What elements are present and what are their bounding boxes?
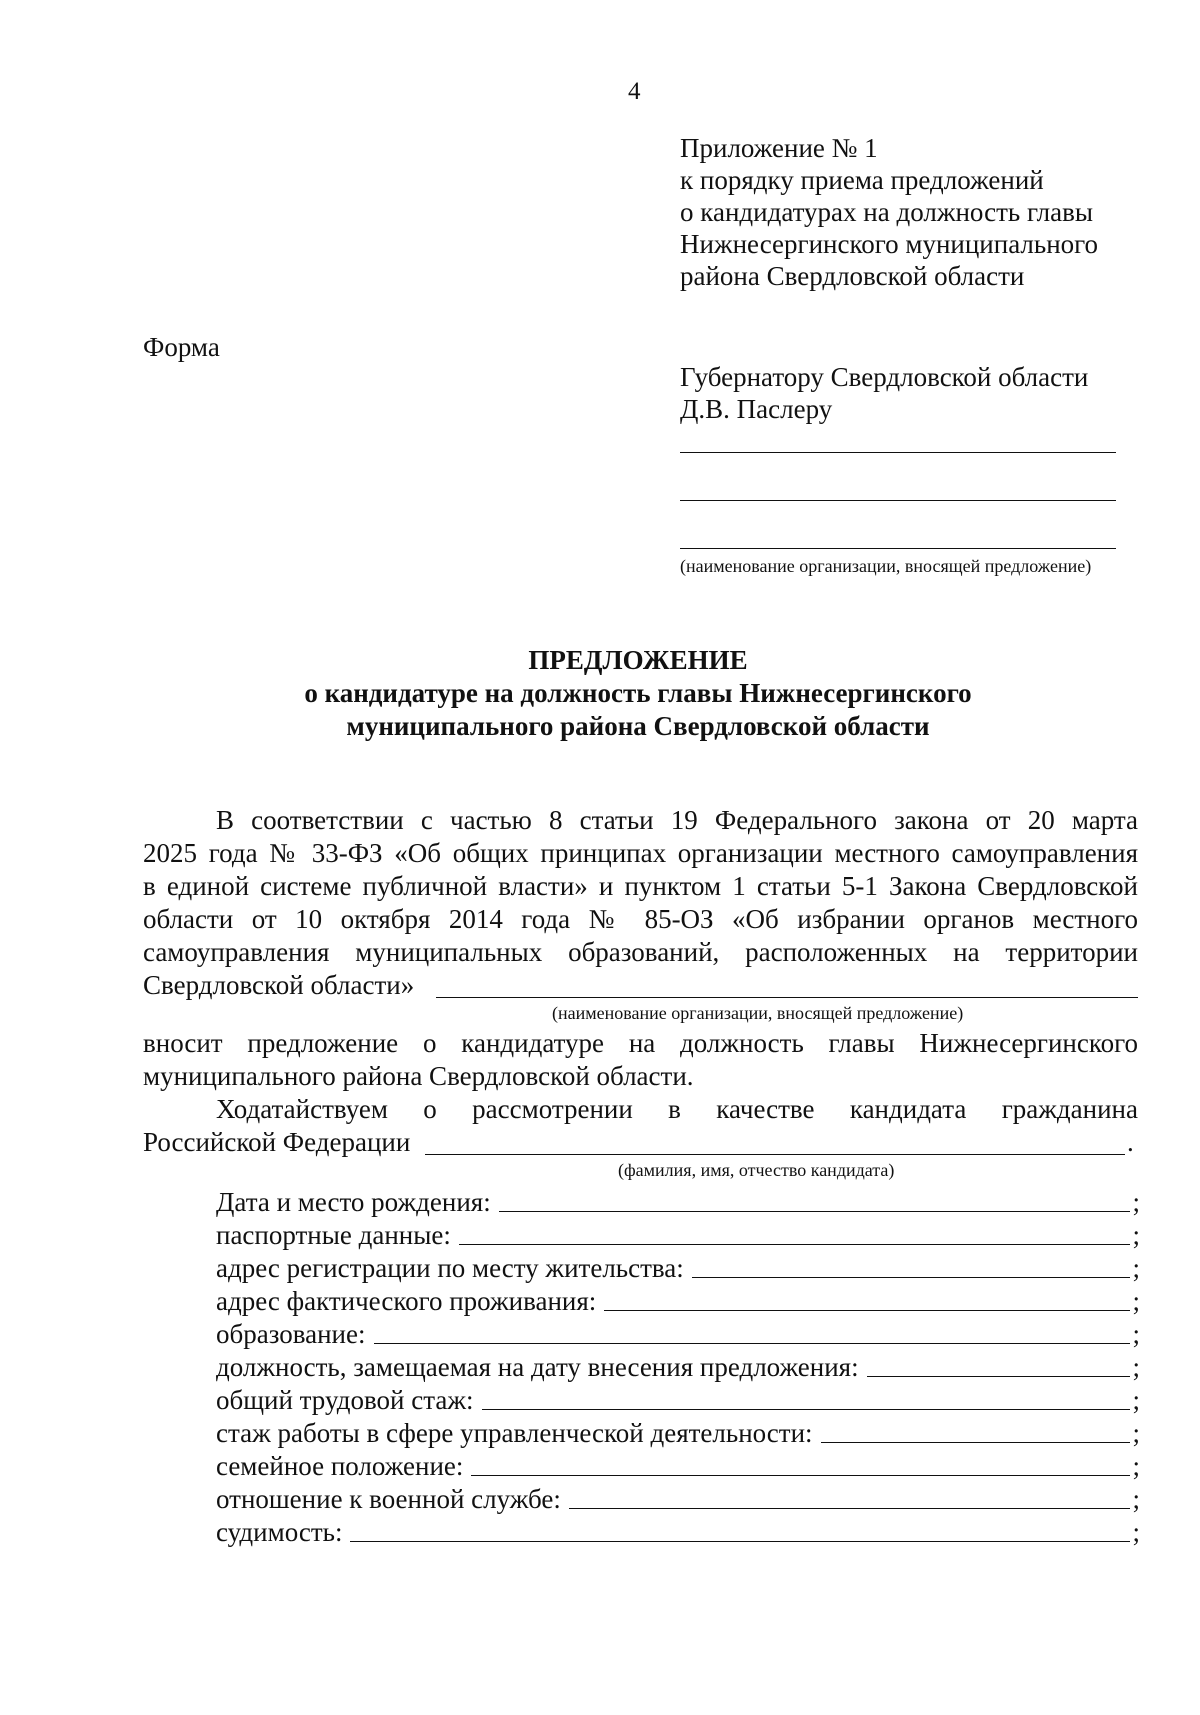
paragraph-line-text: 2025 года № 33-ФЗ «Об общих принципах организации местного самоуправления [143,838,1138,868]
field-label: адрес регистрации по месту жительства: [216,1253,684,1283]
paragraph-line [143,937,1138,968]
field-input-line[interactable] [499,1211,1131,1212]
appendix-line: района Свердловской области [680,261,1025,291]
appendix-header [680,132,1098,292]
petition-word: в [668,1094,681,1124]
document-title: ПРЕДЛОЖЕНИЕ [528,645,748,675]
field-terminator: ; [1132,1517,1140,1547]
candidate-name-caption: (фамилия, имя, отчество кандидата) [618,1160,895,1180]
appendix-line: о кандидатурах на должность главы [680,197,1093,227]
field-terminator: ; [1132,1418,1140,1448]
field-label: адрес фактического проживания: [216,1286,597,1316]
paragraph-line [216,805,1138,836]
field-label: семейное положение: [216,1451,464,1481]
field-terminator: ; [1132,1253,1140,1283]
document-subtitle-line: о кандидатуре на должность главы Нижнесергинского [304,678,972,708]
paragraph-line-text: самоуправления муниципальных образований, расположенных на территории [143,937,1138,967]
field-actual-address [216,1285,1140,1317]
field-label: паспортные данные: [216,1220,451,1250]
field-input-line[interactable] [374,1343,1131,1344]
field-birth [216,1186,1140,1218]
petition-word: кандидата [849,1094,967,1124]
field-terminator: ; [1132,1187,1140,1217]
petition-word: о [423,1094,437,1124]
field-registration-address [216,1252,1140,1284]
paragraph-line [143,838,1138,869]
field-label: образование: [216,1319,366,1349]
petition-line-2: Российской Федерации [143,1127,411,1157]
field-label: должность, замещаемая на дату внесения предложения: [216,1352,859,1382]
org-name-caption: (наименование организации, вносящей предложение) [680,556,1092,576]
field-marital-status [216,1450,1140,1482]
field-terminator: ; [1132,1286,1140,1316]
field-terminator: ; [1132,1451,1140,1481]
field-input-line[interactable] [692,1277,1131,1278]
field-label: Дата и место рождения: [216,1187,491,1217]
appendix-line: Нижнесергинского муниципального [680,229,1099,259]
petition-word: рассмотрении [472,1094,633,1124]
paragraph-line-text: в единой системе публичной власти» и пунктом 1 статьи 5-1 Закона Свердловской [143,871,1138,901]
field-position [216,1351,1140,1383]
field-passport [216,1219,1140,1251]
org-name-line-3[interactable] [680,548,1116,549]
field-education [216,1318,1140,1350]
field-input-line[interactable] [459,1244,1131,1245]
field-management-experience [216,1417,1140,1449]
paragraph-line [143,1028,1138,1059]
addressee-line: Губернатору Свердловской области [680,362,1089,392]
paragraph-line-text: области от 10 октября 2014 года № 85-ОЗ «Об избрании органов местного [143,904,1138,934]
field-terminator: ; [1132,1385,1140,1415]
field-terminator: ; [1132,1220,1140,1250]
field-input-line[interactable] [471,1475,1130,1476]
appendix-line: Приложение № 1 [680,133,878,163]
field-label: судимость: [216,1517,343,1547]
org-name-line-1[interactable] [680,452,1116,453]
field-input-line[interactable] [569,1508,1131,1509]
field-label: стаж работы в сфере управленческой деятельности: [216,1418,813,1448]
field-label: отношение к военной службе: [216,1484,561,1514]
petition-word: Ходатайствуем [216,1094,388,1124]
field-criminal-record [216,1516,1140,1548]
field-input-line[interactable] [867,1376,1131,1377]
page-number: 4 [628,78,641,105]
field-military-service [216,1483,1140,1515]
org-name-inline-line[interactable] [436,997,1138,998]
field-label: общий трудовой стаж: [216,1385,474,1415]
form-label: Форма [143,332,220,362]
paragraph-line [143,904,1138,935]
appendix-line: к порядку приема предложений [680,165,1044,195]
field-input-line[interactable] [821,1442,1131,1443]
addressee-line: Д.В. Паслеру [680,394,833,424]
paragraph-line-text: В соответствии с частью 8 статьи 19 Федерального закона от 20 марта [216,805,1138,835]
paragraph-line: муниципального района Свердловской области. [143,1061,694,1091]
org-name-inline-caption: (наименование организации, вносящей предложение) [552,1003,964,1023]
petition-line [216,1094,1138,1125]
org-name-line-2[interactable] [680,500,1116,501]
paragraph-line [143,871,1138,902]
field-input-line[interactable] [350,1541,1130,1542]
petition-end-mark: . [1127,1127,1134,1157]
field-input-line[interactable] [482,1409,1131,1410]
field-total-experience [216,1384,1140,1416]
field-terminator: ; [1132,1319,1140,1349]
petition-word: качестве [716,1094,815,1124]
field-terminator: ; [1132,1352,1140,1382]
addressee-block [680,361,1088,425]
paragraph-line-text: вносит предложение о кандидатуре на должность главы Нижнесергинского [143,1028,1138,1058]
field-input-line[interactable] [604,1310,1130,1311]
document-subtitle-line: муниципального района Свердловской области [346,711,930,741]
petition-word: гражданина [1001,1094,1138,1124]
candidate-name-line[interactable] [425,1154,1125,1155]
field-terminator: ; [1132,1484,1140,1514]
paragraph-last-line: Свердловской области» [143,970,415,1000]
